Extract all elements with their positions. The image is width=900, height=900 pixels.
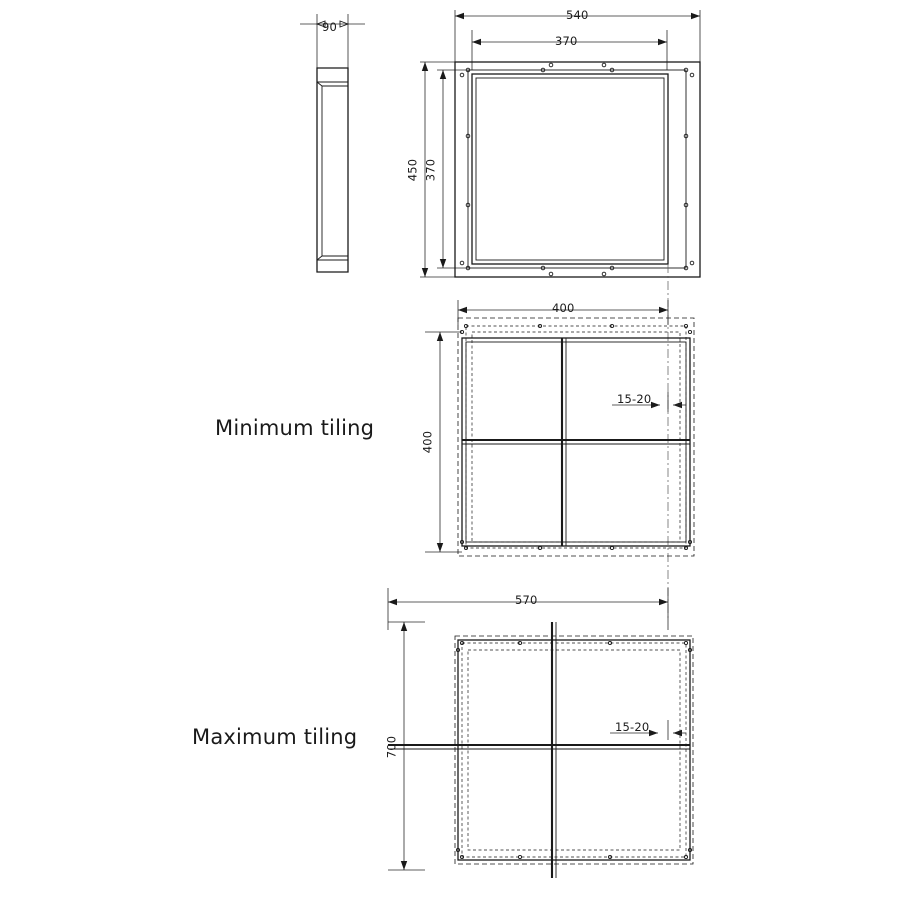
dimension-min-tile-width: 400	[552, 301, 575, 315]
label-maximum-tiling: Maximum tiling	[192, 725, 358, 749]
dimension-min-tile-height: 400	[420, 430, 435, 454]
dimension-min-gap: 15-20	[617, 392, 652, 406]
dimension-outer-width: 540	[566, 8, 589, 22]
dimension-outer-height: 450	[405, 158, 420, 182]
side-elevation-geometry	[300, 14, 365, 272]
minimum-tiling-geometry	[425, 300, 694, 556]
dimension-inner-height: 370	[423, 158, 438, 182]
front-view-geometry	[420, 10, 700, 277]
label-minimum-tiling: Minimum tiling	[215, 416, 375, 440]
dimension-max-gap: 15-20	[615, 720, 650, 734]
dimension-max-tile-height: 700	[384, 735, 399, 759]
dimension-inner-width: 370	[555, 34, 578, 48]
dimension-max-tile-width: 570	[515, 593, 538, 607]
dimension-side-depth: 90	[322, 20, 338, 34]
